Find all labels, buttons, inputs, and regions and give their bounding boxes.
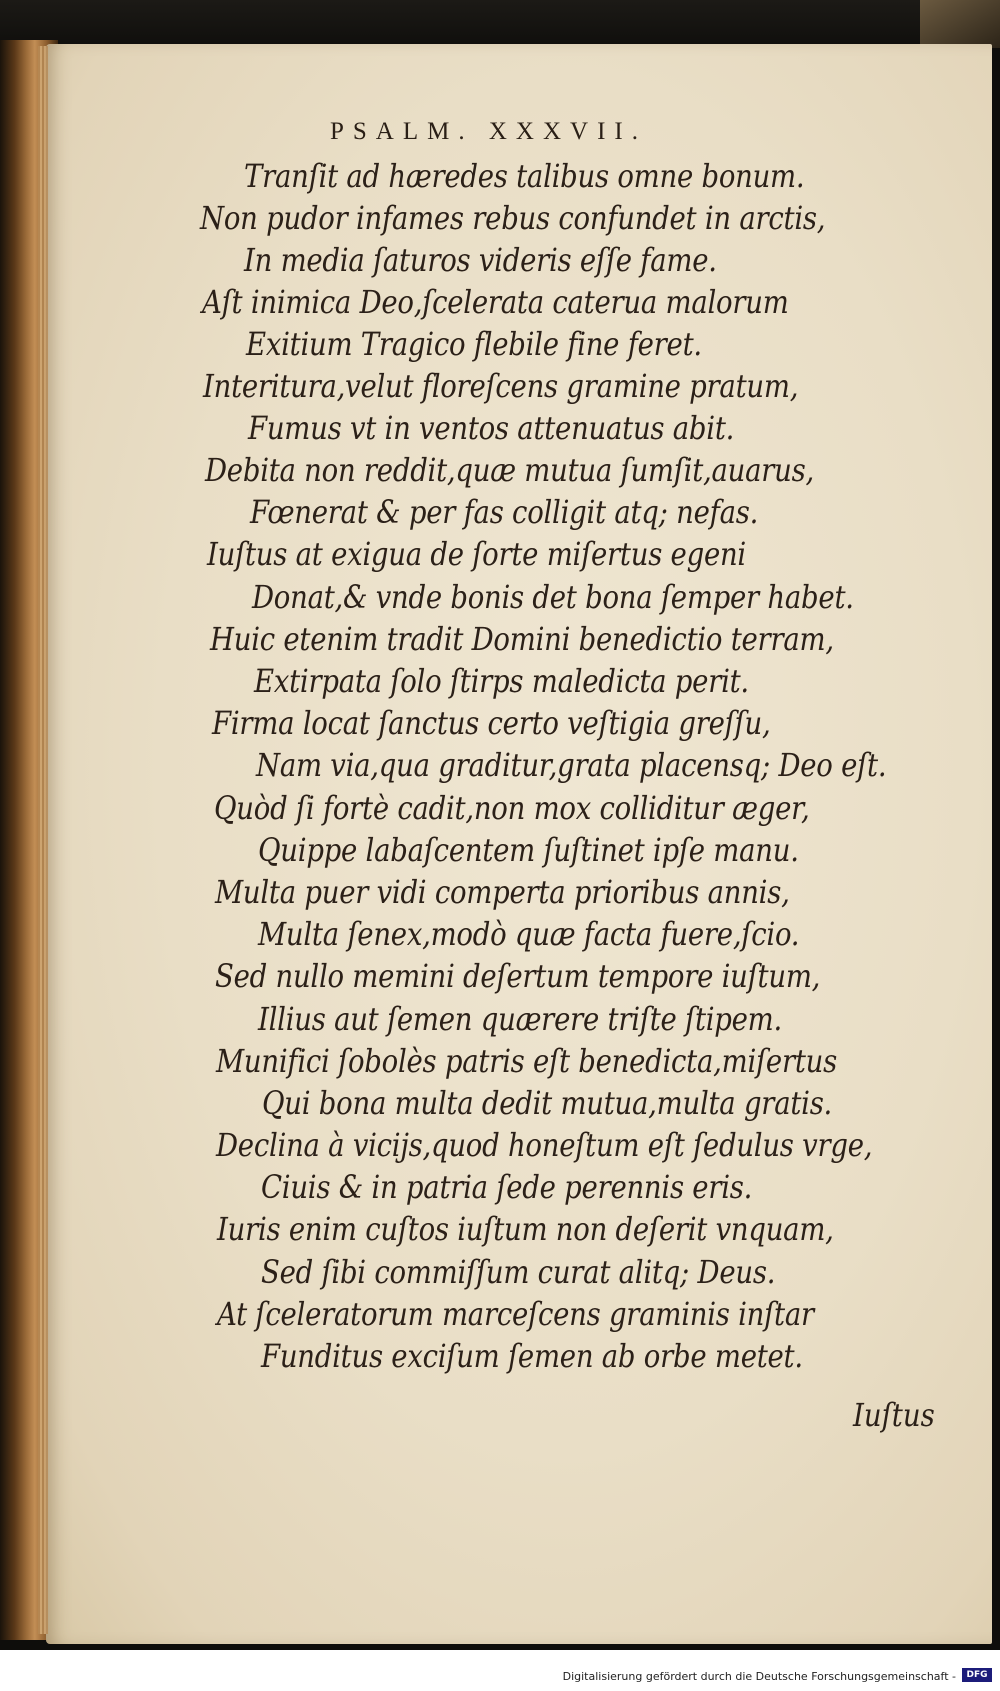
verse-line: In media ſaturos videris eſſe fame. [244, 241, 717, 279]
verse-line: Firma locat ſanctus certo veſtigia greſſu, [212, 704, 771, 742]
verse-line: Extirpata ſolo ſtirps maledicta perit. [254, 662, 749, 700]
verse-line: Exitium Tragico flebile fine feret. [246, 325, 702, 363]
verse-line: Fœnerat & per fas colligit atq; nefas. [250, 493, 759, 531]
running-head: PSALM. XXXVII. [330, 118, 647, 145]
verse-line: Tranſit ad hæredes talibus omne bonum. [244, 157, 805, 195]
verse-line: Qui bona multa dedit mutua,multa gratis. [262, 1084, 833, 1122]
dfg-logo: DFG [962, 1668, 992, 1682]
verse-line: Quòd ſi fortè cadit,non mox colliditur æger, [214, 789, 810, 827]
verse-line: Fumus vt in ventos attenuatus abit. [248, 409, 735, 447]
digitization-credit: Digitalisierung gefördert durch die Deutsche Forschungsgemeinschaft - [562, 1670, 956, 1683]
verse-line: Aſt inimica Deo,ſcelerata caterua malorum [202, 283, 789, 321]
verse-line: Non pudor infames rebus confundet in arctis, [200, 199, 826, 237]
verse-line: Sed nullo memini deſertum tempore iuſtum, [215, 957, 821, 995]
verse-line: Iuris enim cuſtos iuſtum non deſerit vnquam, [217, 1210, 834, 1248]
verse-line: Iuſtus at exigua de ſorte miſertus egeni [207, 535, 746, 573]
verse-line: Multa ſenex,modò quæ facta fuere,ſcio. [258, 915, 800, 953]
verse-line: Declina à vicijs,quod honeſtum eſt ſedulus vrge, [216, 1126, 873, 1164]
verse-line: Huic etenim tradit Domini benedictio terram, [210, 620, 834, 658]
verse-line: Sed ſibi commiſſum curat alitq; Deus. [261, 1253, 776, 1291]
catchword: Iuſtus [853, 1396, 935, 1434]
verse-line: Donat,& vnde bonis det bona ſemper habet. [252, 578, 854, 616]
scan-top-border [0, 0, 1000, 48]
page-edges [38, 46, 48, 1634]
verse-line: Ciuis & in patria ſede perennis eris. [261, 1168, 753, 1206]
verse-line: Interitura,velut floreſcens gramine pratum, [203, 367, 799, 405]
verse-line: Debita non reddit,quæ mutua ſumſit,auarus, [205, 451, 815, 489]
verse-line: At ſceleratorum marceſcens graminis inſtar [217, 1295, 814, 1333]
verse-line: Quippe labaſcentem ſuſtinet ipſe manu. [258, 831, 799, 869]
verse-line: Funditus exciſum ſemen ab orbe metet. [261, 1337, 803, 1375]
verse-line: Munifici ſobolès patris eſt benedicta,miſertus [216, 1042, 837, 1080]
verse-line: Illius aut ſemen quærere triſte ſtipem. [258, 1000, 783, 1038]
scan-corner [920, 0, 1000, 48]
verse-line: Multa puer vidi comperta prioribus annis, [215, 873, 790, 911]
verse-line: Nam via,qua graditur,grata placensq; Deo eſt. [256, 746, 887, 784]
